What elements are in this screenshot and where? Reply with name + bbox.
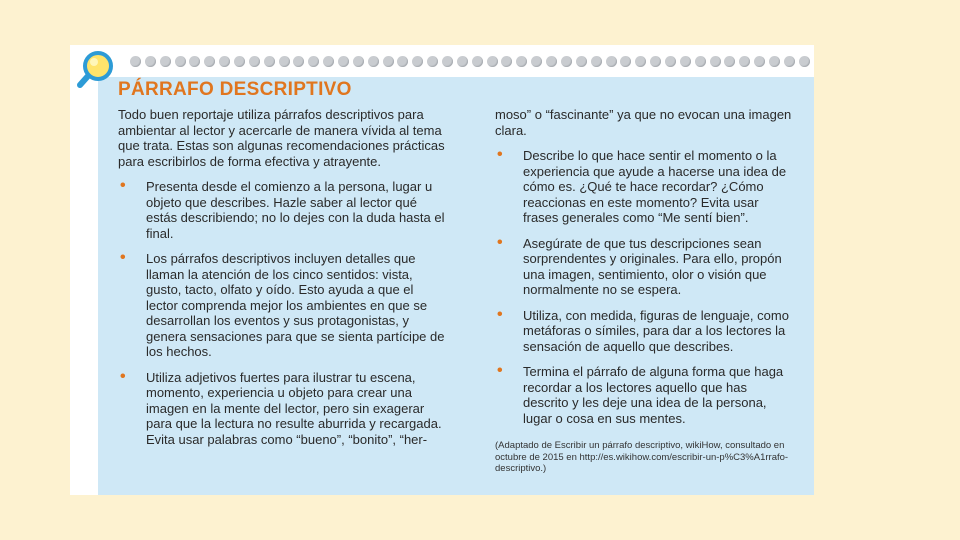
binder-dot	[219, 56, 230, 67]
binder-dot	[412, 56, 423, 67]
list-item-text: Describe lo que hace sentir el momento o la experiencia que ayude a hacerse una idea de cómo es. ¿Qué te hace recordar? ¿Cómo reaccionas en este momento? Evita usar frases generales como “Me sentí bien”.	[523, 148, 787, 225]
binder-dot	[472, 56, 483, 67]
binder-dot	[264, 56, 275, 67]
binder-dot	[234, 56, 245, 67]
list-item	[118, 179, 448, 241]
continuation-text: moso” o “fascinante” ya que no evocan una imagen clara.	[495, 107, 792, 138]
binder-dot	[189, 56, 200, 67]
binder-dot	[710, 56, 721, 67]
binder-dot	[442, 56, 453, 67]
document-card	[70, 45, 814, 495]
binder-dot	[754, 56, 765, 67]
source-citation: (Adaptado de Escribir un párrafo descriptivo, wikiHow, consultado en octubre de 2015 en http://es.wikihow.com/escribir-un-p%C3%A1rrafo-descriptivo.)	[495, 440, 789, 474]
list-item	[495, 148, 795, 226]
binder-dot	[383, 56, 394, 67]
binder-dot	[427, 56, 438, 67]
bullet-icon: •	[497, 146, 503, 163]
binder-dot	[531, 56, 542, 67]
list-item	[118, 367, 448, 448]
binder-dot	[680, 56, 691, 67]
list-item	[495, 305, 795, 355]
list-item	[118, 251, 448, 360]
bullet-icon: •	[497, 362, 503, 379]
bullet-icon: •	[120, 367, 126, 385]
binder-dot	[397, 56, 408, 67]
list-item-text: Presenta desde el comienzo a la persona, lugar u objeto que describes. Hazle saber al lector qué estás describiendo; no lo dejes con la duda hasta el final.	[146, 179, 445, 241]
binder-dot	[130, 56, 141, 67]
right-column	[495, 107, 795, 484]
binder-dot	[576, 56, 587, 67]
binder-dot	[308, 56, 319, 67]
binder-dot	[353, 56, 364, 67]
section-title: PÁRRAFO DESCRIPTIVO	[118, 79, 352, 100]
binder-dot	[739, 56, 750, 67]
binder-dot	[724, 56, 735, 67]
binder-dot	[591, 56, 602, 67]
list-item-text: Termina el párrafo de alguna forma que haga recordar a los lectores aquello que has descrito y les deje una idea de la persona, lugar o cosa en sus mentes.	[523, 364, 784, 426]
binder-dot	[487, 56, 498, 67]
bullet-icon: •	[120, 249, 126, 266]
bullet-icon: •	[497, 305, 503, 323]
left-column	[118, 107, 448, 457]
bullet-icon: •	[120, 177, 126, 194]
binder-dots	[130, 53, 810, 69]
list-item-text: Utiliza adjetivos fuertes para ilustrar tu escena, momento, experiencia u objeto para crear una imagen en la mente del lector, pero sin exagerar para que la lectura no resulte aburrida y recargada. Evita usar palabras como “bueno”, “bonito”, “her-	[146, 369, 442, 447]
binder-dot	[160, 56, 171, 67]
binder-dot	[546, 56, 557, 67]
binder-dot	[204, 56, 215, 67]
binder-dot	[279, 56, 290, 67]
binder-dot	[650, 56, 661, 67]
binder-dot	[606, 56, 617, 67]
binder-dot	[338, 56, 349, 67]
binder-dot	[175, 56, 186, 67]
binder-dot	[769, 56, 780, 67]
list-item-text: Los párrafos descriptivos incluyen detalles que llaman la atención de los cinco sentidos: vista, gusto, tacto, olfato y oído. Esto ayuda a que el lector comprenda mejor los ambientes en que se desarrollan los eventos y sus protagonistas, y genera sensaciones para que se sienta partícipe de los hechos.	[146, 251, 445, 359]
list-item	[495, 233, 795, 298]
list-item-text: Asegúrate de que tus descripciones sean sorprendentes y originales. Para ello, propón una imagen, sentimiento, olor o visión que normalmente no se espera.	[523, 235, 782, 297]
binder-dot	[784, 56, 795, 67]
binder-dot	[695, 56, 706, 67]
binder-dot	[516, 56, 527, 67]
binder-dot	[457, 56, 468, 67]
bullet-icon: •	[497, 233, 503, 251]
binder-dot	[368, 56, 379, 67]
binder-dot	[501, 56, 512, 67]
list-item-text: Utiliza, con medida, figuras de lenguaje, como metáforas o símiles, para dar a los lectores la sensación de aquello que describes.	[523, 307, 789, 354]
magnifier-icon	[76, 48, 118, 90]
binder-dot	[799, 56, 810, 67]
binder-dot	[561, 56, 572, 67]
binder-dot	[323, 56, 334, 67]
binder-dot	[635, 56, 646, 67]
binder-dot	[249, 56, 260, 67]
binder-dot	[145, 56, 156, 67]
binder-dot	[665, 56, 676, 67]
list-item	[495, 364, 795, 426]
binder-dot	[293, 56, 304, 67]
binder-dot	[620, 56, 631, 67]
intro-paragraph: Todo buen reportaje utiliza párrafos descriptivos para ambientar al lector y acercarle de manera vívida al tema que trata. Estas son algunas recomendaciones prácticas para escribirlos de forma efectiva y atrayente.	[118, 107, 445, 169]
